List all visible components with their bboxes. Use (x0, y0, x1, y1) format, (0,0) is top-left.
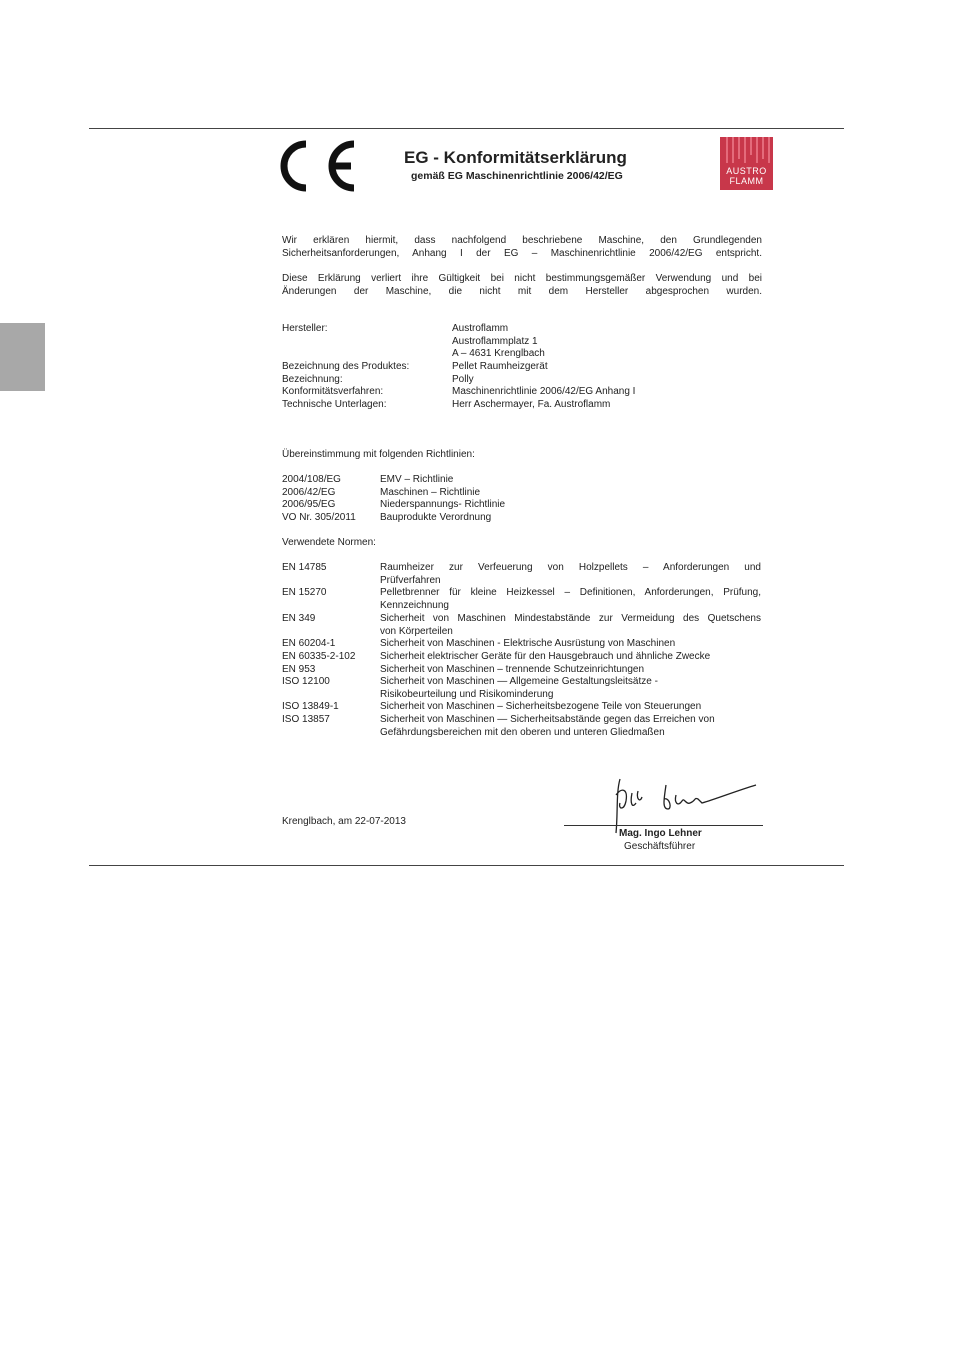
detail-label: Technische Unterlagen: (282, 399, 387, 410)
signature-line (564, 825, 763, 826)
norm-code: ISO 13857 (282, 714, 330, 725)
directives-heading: Übereinstimmung mit folgenden Richtlinien: (282, 449, 475, 460)
signer-name: Mag. Ingo Lehner (619, 828, 702, 839)
ce-mark-logo (280, 140, 358, 192)
directive-name: Bauprodukte Verordnung (380, 512, 492, 523)
directive-name: Niederspannungs- Richtlinie (380, 499, 506, 510)
detail-value: Herr Aschermayer, Fa. Austroflamm (452, 399, 611, 410)
detail-value: Austroflammplatz 1 (452, 336, 538, 347)
norm-description: Sicherheit von Maschinen — Sicherheitsabstände gegen das Erreichen von Gefährdungsbereichen mit den oberen und unteren Gliedmaßen (380, 714, 715, 738)
directive-code: 2006/42/EG (282, 487, 336, 498)
norm-description: Pelletbrenner für kleine Heizkessel – Definitionen, Anforderungen, Prüfung, Kennzeichnung (380, 587, 761, 611)
detail-value: Pellet Raumheizgerät (452, 361, 548, 372)
norm-code: EN 60204-1 (282, 638, 336, 649)
norm-code: EN 60335-2-102 (282, 651, 356, 662)
detail-label: Hersteller: (282, 323, 328, 334)
norm-code: EN 14785 (282, 562, 327, 573)
top-divider (89, 128, 844, 129)
norm-code: EN 953 (282, 664, 316, 675)
detail-value: Maschinenrichtlinie 2006/42/EG Anhang I (452, 386, 636, 397)
detail-label: Bezeichnung des Produktes: (282, 361, 410, 372)
norm-code: EN 15270 (282, 587, 327, 598)
norm-description: Sicherheit von Maschinen – trennende Schutzeinrichtungen (380, 664, 645, 675)
norm-description: Sicherheit von Maschinen Mindestabstände zur Vermeidung des Quetschens von Körperteilen (380, 613, 761, 637)
directive-name: Maschinen – Richtlinie (380, 487, 481, 498)
logo-line-1: AUSTRO (726, 166, 767, 176)
detail-label: Konformitätsverfahren: (282, 386, 384, 397)
document-title: EG - Konformitätserklärung (404, 148, 627, 167)
directive-code: 2006/95/EG (282, 499, 336, 510)
detail-value: Polly (452, 374, 474, 385)
detail-value: Austroflamm (452, 323, 509, 334)
place-and-date: Krenglbach, am 22-07-2013 (282, 816, 406, 827)
norm-description: Sicherheit von Maschinen — Allgemeine Gestaltungsleitsätze - Risikobeurteilung und Risikominderung (380, 676, 658, 700)
norm-description: Sicherheit von Maschinen - Elektrische Ausrüstung von Maschinen (380, 638, 676, 649)
norm-code: ISO 13849-1 (282, 701, 339, 712)
intro-paragraph-1: Wir erklären hiermit, dass nachfolgend beschriebene Maschine, den Grundlegenden Sicherheitsanforderungen, Anhang I der EG – Maschinenrichtlinie 2006/42/EG entspricht. (282, 235, 762, 259)
norms-heading: Verwendete Normen: (282, 537, 376, 548)
norm-code: ISO 12100 (282, 676, 330, 687)
norm-code: EN 349 (282, 613, 316, 624)
norm-description: Sicherheit elektrischer Geräte für den Hausgebrauch und ähnliche Zwecke (380, 651, 711, 662)
signer-role: Geschäftsführer (624, 841, 696, 852)
austroflamm-logo (720, 137, 773, 190)
norm-description: Sicherheit von Maschinen – Sicherheitsbezogene Teile von Steuerungen (380, 701, 702, 712)
bottom-divider (89, 865, 844, 866)
document-subtitle: gemäß EG Maschinenrichtlinie 2006/42/EG (411, 170, 623, 182)
logo-line-2: FLAMM (729, 176, 764, 186)
detail-value: A – 4631 Krenglbach (452, 348, 545, 359)
norm-description: Raumheizer zur Verfeuerung von Holzpellets – Anforderungen und Prüfverfahren (380, 562, 761, 586)
chapter-tab (0, 323, 45, 391)
directive-name: EMV – Richtlinie (380, 474, 454, 485)
directive-code: VO Nr. 305/2011 (282, 512, 356, 523)
detail-label: Bezeichnung: (282, 374, 343, 385)
directive-code: 2004/108/EG (282, 474, 341, 485)
intro-paragraph-2: Diese Erklärung verliert ihre Gültigkeit bei nicht bestimmungsgemäßer Verwendung und bei Änderungen der Maschine, die nicht mit dem Hersteller abgesprochen wurden. (282, 273, 762, 297)
